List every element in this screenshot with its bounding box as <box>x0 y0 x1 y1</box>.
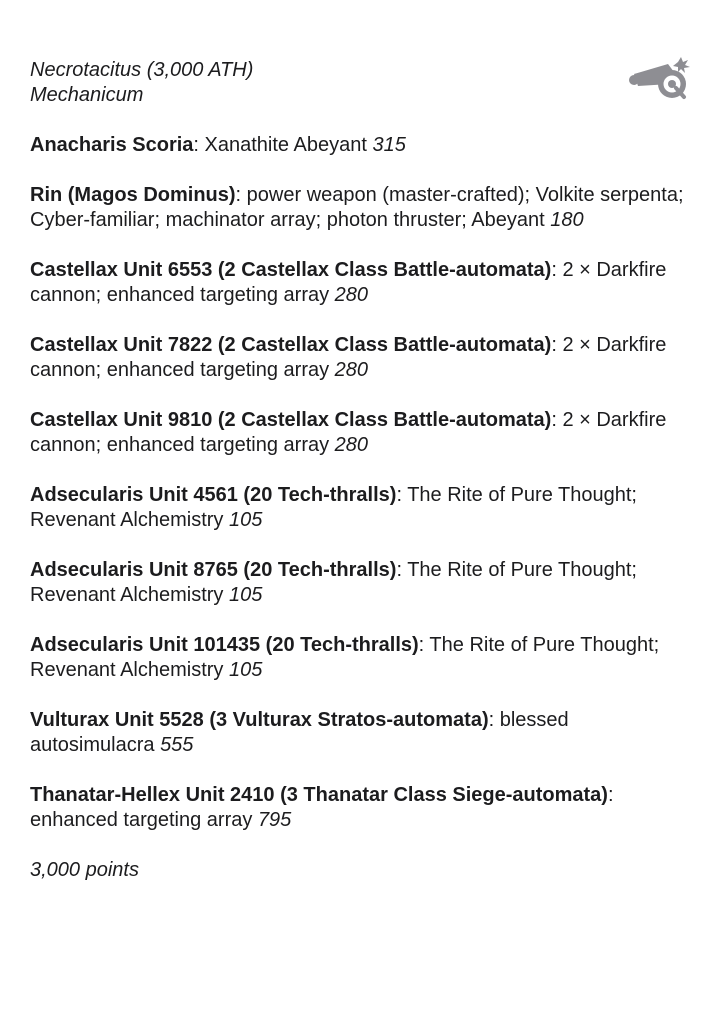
unit-separator: : <box>193 134 199 156</box>
unit-name: Adsecularis Unit 8765 (20 Tech-thralls) <box>30 559 397 581</box>
army-list <box>30 58 690 883</box>
unit-name: Anacharis Scoria <box>30 134 194 156</box>
army-faction: Mechanicum <box>30 84 144 106</box>
unit-points: 280 <box>334 434 369 456</box>
unit-entry <box>30 258 690 308</box>
points-total: 3,000 points <box>30 859 139 881</box>
unit-separator: : <box>607 784 614 806</box>
unit-details: 2 × Darkfire cannon; enhanced targeting array <box>30 334 667 381</box>
unit-entry <box>30 133 690 158</box>
unit-entry <box>30 183 690 233</box>
unit-points: 315 <box>372 134 406 156</box>
unit-name: Castellax Unit 9810 (2 Castellax Class Battle-automata) <box>30 409 552 431</box>
unit-separator: : <box>396 484 402 506</box>
unit-separator: : <box>551 259 557 281</box>
unit-name: Adsecularis Unit 4561 (20 Tech-thralls) <box>30 484 397 506</box>
unit-separator: : <box>418 634 425 656</box>
unit-entry <box>30 558 690 608</box>
unit-entry <box>30 333 690 383</box>
unit-entry <box>30 708 690 758</box>
unit-details: The Rite of Pure Thought; Revenant Alchemistry <box>30 559 637 606</box>
unit-details: 2 × Darkfire cannon; enhanced targeting array <box>30 409 667 456</box>
unit-name: Castellax Unit 6553 (2 Castellax Class Battle-automata) <box>30 259 552 281</box>
unit-entry <box>30 483 690 533</box>
unit-points: 105 <box>228 584 263 606</box>
unit-points: 180 <box>550 209 584 231</box>
unit-points: 280 <box>334 284 369 306</box>
unit-points: 795 <box>257 809 292 831</box>
unit-details: enhanced targeting array <box>30 809 258 831</box>
unit-points: 280 <box>334 359 369 381</box>
unit-details: power weapon (master-crafted); Volkite serpenta; Cyber-familiar; machinator array; photon thruster; Abeyant <box>30 184 684 231</box>
unit-separator: : <box>235 184 242 206</box>
unit-details: The Rite of Pure Thought; Revenant Alchemistry <box>30 484 637 531</box>
unit-entry <box>30 633 690 683</box>
unit-points: 105 <box>228 509 263 531</box>
unit-separator: : <box>396 559 402 581</box>
unit-points: 555 <box>160 734 194 756</box>
unit-entries <box>30 133 690 833</box>
unit-name: Thanatar-Hellex Unit 2410 (3 Thanatar Class Siege-automata) <box>30 784 608 806</box>
army-title: Necrotacitus (3,000 ATH) <box>30 59 254 81</box>
unit-name: Adsecularis Unit 101435 (20 Tech-thralls) <box>30 634 419 656</box>
unit-details: Xanathite Abeyant <box>198 134 373 156</box>
unit-name: Rin (Magos Dominus) <box>30 184 236 206</box>
unit-details: The Rite of Pure Thought; Revenant Alchemistry <box>30 634 660 681</box>
army-header <box>30 58 690 108</box>
unit-entry <box>30 408 690 458</box>
unit-name: Vulturax Unit 5528 (3 Vulturax Stratos-automata) <box>30 709 489 731</box>
unit-entry <box>30 783 690 833</box>
unit-points: 105 <box>228 659 263 681</box>
unit-name: Castellax Unit 7822 (2 Castellax Class Battle-automata) <box>30 334 552 356</box>
unit-separator: : <box>551 409 557 431</box>
unit-separator: : <box>551 334 557 356</box>
unit-details: blessed autosimulacra <box>30 709 569 756</box>
unit-details: 2 × Darkfire cannon; enhanced targeting array <box>30 259 667 306</box>
unit-separator: : <box>488 709 495 731</box>
